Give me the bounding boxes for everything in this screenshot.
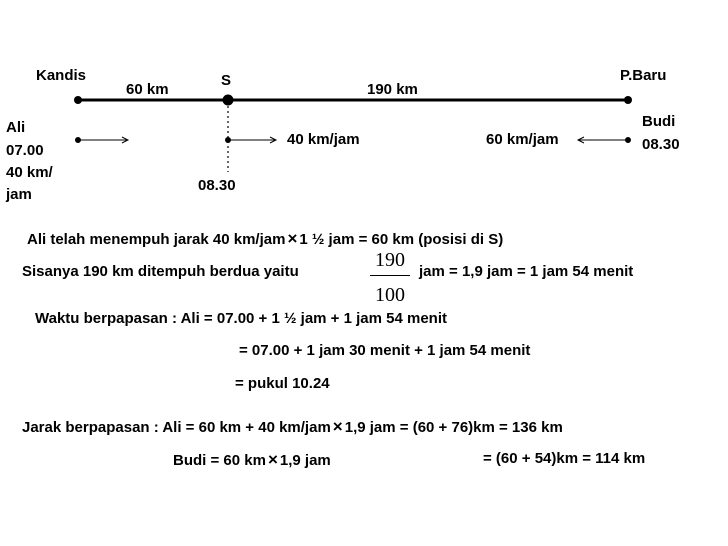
- fraction-numerator: 190: [375, 249, 405, 271]
- text-line-7a: [173, 451, 331, 468]
- s-point: [223, 95, 234, 106]
- ali-speed-unit: jam: [6, 186, 32, 203]
- line1-part-b: 1 ½ jam = 60 km (posisi di S): [299, 231, 504, 248]
- text-line-2a: Sisanya 190 km ditempuh berdua yaitu: [22, 263, 299, 280]
- ali-label: Ali: [6, 119, 26, 136]
- times-symbol: ×: [267, 450, 278, 469]
- budi-time: 08.30: [642, 136, 680, 153]
- line6-part-b: 1,9 jam = (60 + 76)km = 136 km: [344, 419, 563, 436]
- pbaru-point: [624, 96, 632, 104]
- fraction-denominator: 100: [375, 284, 405, 306]
- times-symbol: ×: [287, 229, 298, 248]
- speed-at-s-label: 40 km/jam: [287, 131, 360, 148]
- distance-left-label: 60 km: [126, 81, 169, 98]
- line6-part-a: Jarak berpapasan : Ali = 60 km + 40 km/jam: [22, 419, 331, 436]
- text-line-5: = pukul 10.24: [235, 375, 330, 392]
- budi-label: Budi: [642, 113, 676, 130]
- s-time-label: 08.30: [198, 177, 236, 194]
- budi-speed-label: 60 km/jam: [486, 131, 559, 148]
- line7-part-a: Budi = 60 km: [173, 452, 266, 469]
- s-label: S: [221, 72, 232, 89]
- text-line-1: [27, 230, 503, 247]
- pbaru-label: P.Baru: [620, 67, 667, 84]
- line7-part-b: 1,9 jam: [279, 452, 331, 469]
- text-line-4: = 07.00 + 1 jam 30 menit + 1 jam 54 menit: [239, 342, 531, 359]
- ali-time: 07.00: [6, 142, 44, 159]
- fraction-bar: [370, 275, 410, 276]
- text-line-6: [22, 418, 563, 435]
- text-line-2b: jam = 1,9 jam = 1 jam 54 menit: [419, 263, 634, 280]
- kandis-label: Kandis: [36, 67, 87, 84]
- ali-speed: 40 km/: [6, 164, 53, 181]
- distance-right-label: 190 km: [367, 81, 418, 98]
- line1-part-a: Ali telah menempuh jarak 40 km/jam: [27, 231, 286, 248]
- kandis-point: [74, 96, 82, 104]
- text-line-7c: = (60 + 54)km = 114 km: [483, 450, 646, 467]
- text-line-3: Waktu berpapasan : Ali = 07.00 + 1 ½ jam + 1 jam 54 menit: [35, 310, 447, 327]
- times-symbol: ×: [332, 417, 343, 436]
